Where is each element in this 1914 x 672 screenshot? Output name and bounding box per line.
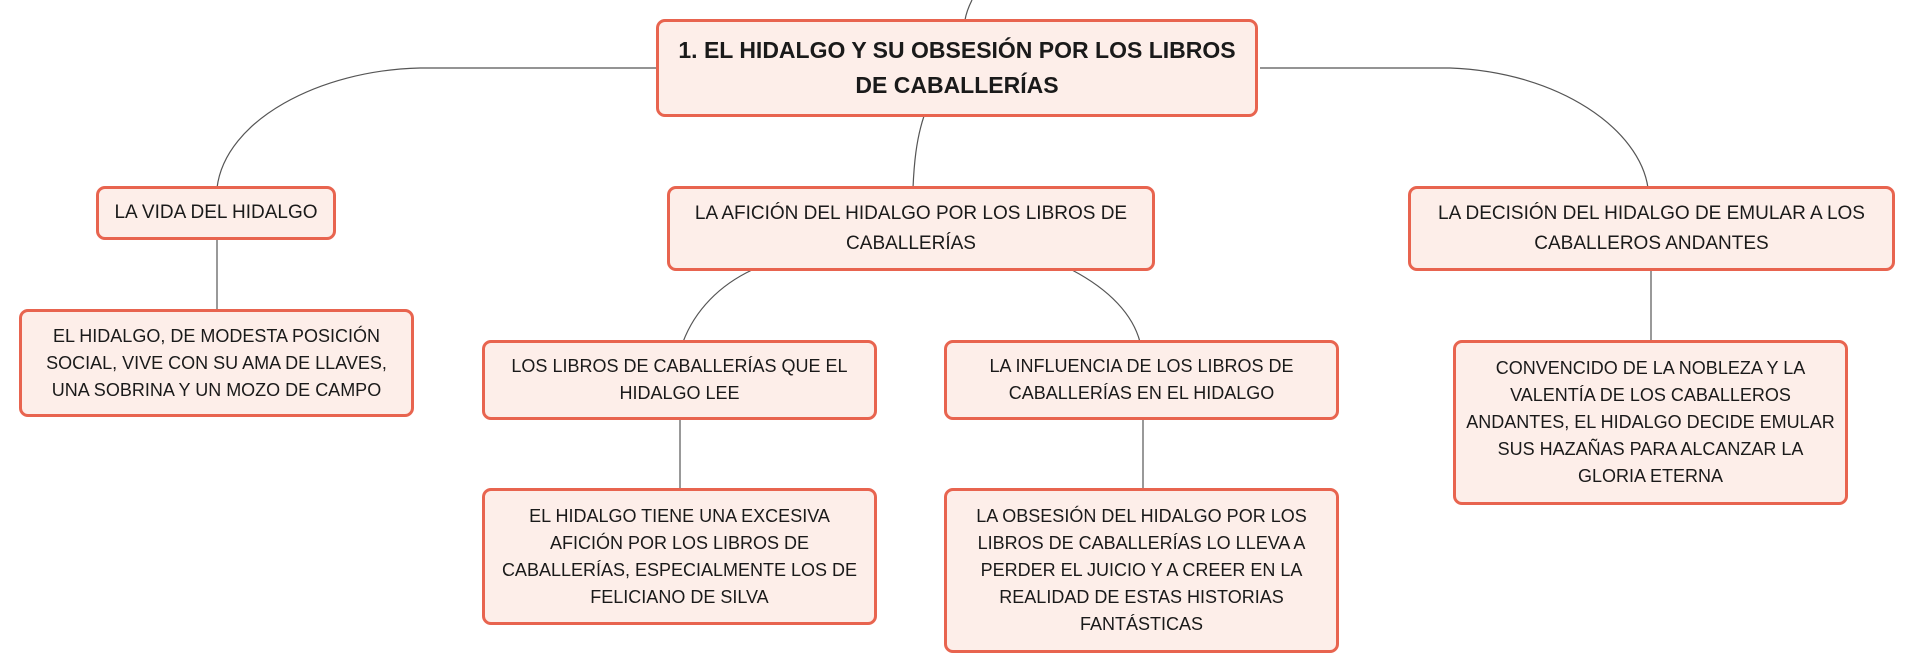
detail-influencia-label: LA OBSESIÓN DEL HIDALGO POR LOS LIBROS DE CABALLERÍAS LO LLEVA A PERDER EL JUICIO Y A CREER EN LA REALIDAD DE ESTAS HISTORIAS FANTÁSTICAS [976,506,1307,634]
connector-root-aficion [913,116,924,188]
root-topic[interactable] [656,19,1258,117]
detail-decision-emular[interactable] [1453,340,1848,505]
topic-decision-label: LA DECISIÓN DEL HIDALGO DE EMULAR A LOS CABALLEROS ANDANTES [1438,202,1865,254]
detail-vida-hidalgo[interactable] [19,309,414,417]
root-topic-label: 1. EL HIDALGO Y SU OBSESIÓN POR LOS LIBROS DE CABALLERÍAS [678,37,1236,98]
topic-vida-label: LA VIDA DEL HIDALGO [114,202,318,223]
connector-root-decision [1260,68,1648,188]
detail-vida-label: EL HIDALGO, DE MODESTA POSICIÓN SOCIAL, VIVE CON SU AMA DE LLAVES, UNA SOBRINA Y UN MOZO DE CAMPO [46,325,387,400]
topic-decision-emular[interactable] [1408,186,1895,271]
topic-influencia-libros[interactable] [944,340,1339,420]
detail-decision-label: CONVENCIDO DE LA NOBLEZA Y LA VALENTÍA DE LOS CABALLEROS ANDANTES, EL HIDALGO DECIDE EMULAR SUS HAZAÑAS PARA ALCANZAR LA GLORIA ETERNA [1466,358,1835,486]
detail-libros-que-lee[interactable] [482,488,877,625]
topic-libros-label: LOS LIBROS DE CABALLERÍAS QUE EL HIDALGO LEE [511,356,848,403]
topic-aficion-label: LA AFICIÓN DEL HIDALGO POR LOS LIBROS DE CABALLERÍAS [694,202,1128,254]
topic-aficion-libros[interactable] [667,186,1155,271]
connector-aficion-libros [683,270,752,342]
topic-vida-del-hidalgo[interactable] [96,186,336,240]
topic-influencia-label: LA INFLUENCIA DE LOS LIBROS DE CABALLERÍAS EN EL HIDALGO [989,356,1294,403]
connector-root-vida [217,68,660,188]
detail-influencia-libros[interactable] [944,488,1339,653]
topic-libros-que-lee[interactable] [482,340,877,420]
detail-libros-label: EL HIDALGO TIENE UNA EXCESIVA AFICIÓN POR LOS LIBROS DE CABALLERÍAS, ESPECIALMENTE LOS DE FELICIANO DE SILVA [501,505,858,607]
connector-aficion-influencia [1072,270,1140,342]
connector-incoming-root [965,0,972,20]
